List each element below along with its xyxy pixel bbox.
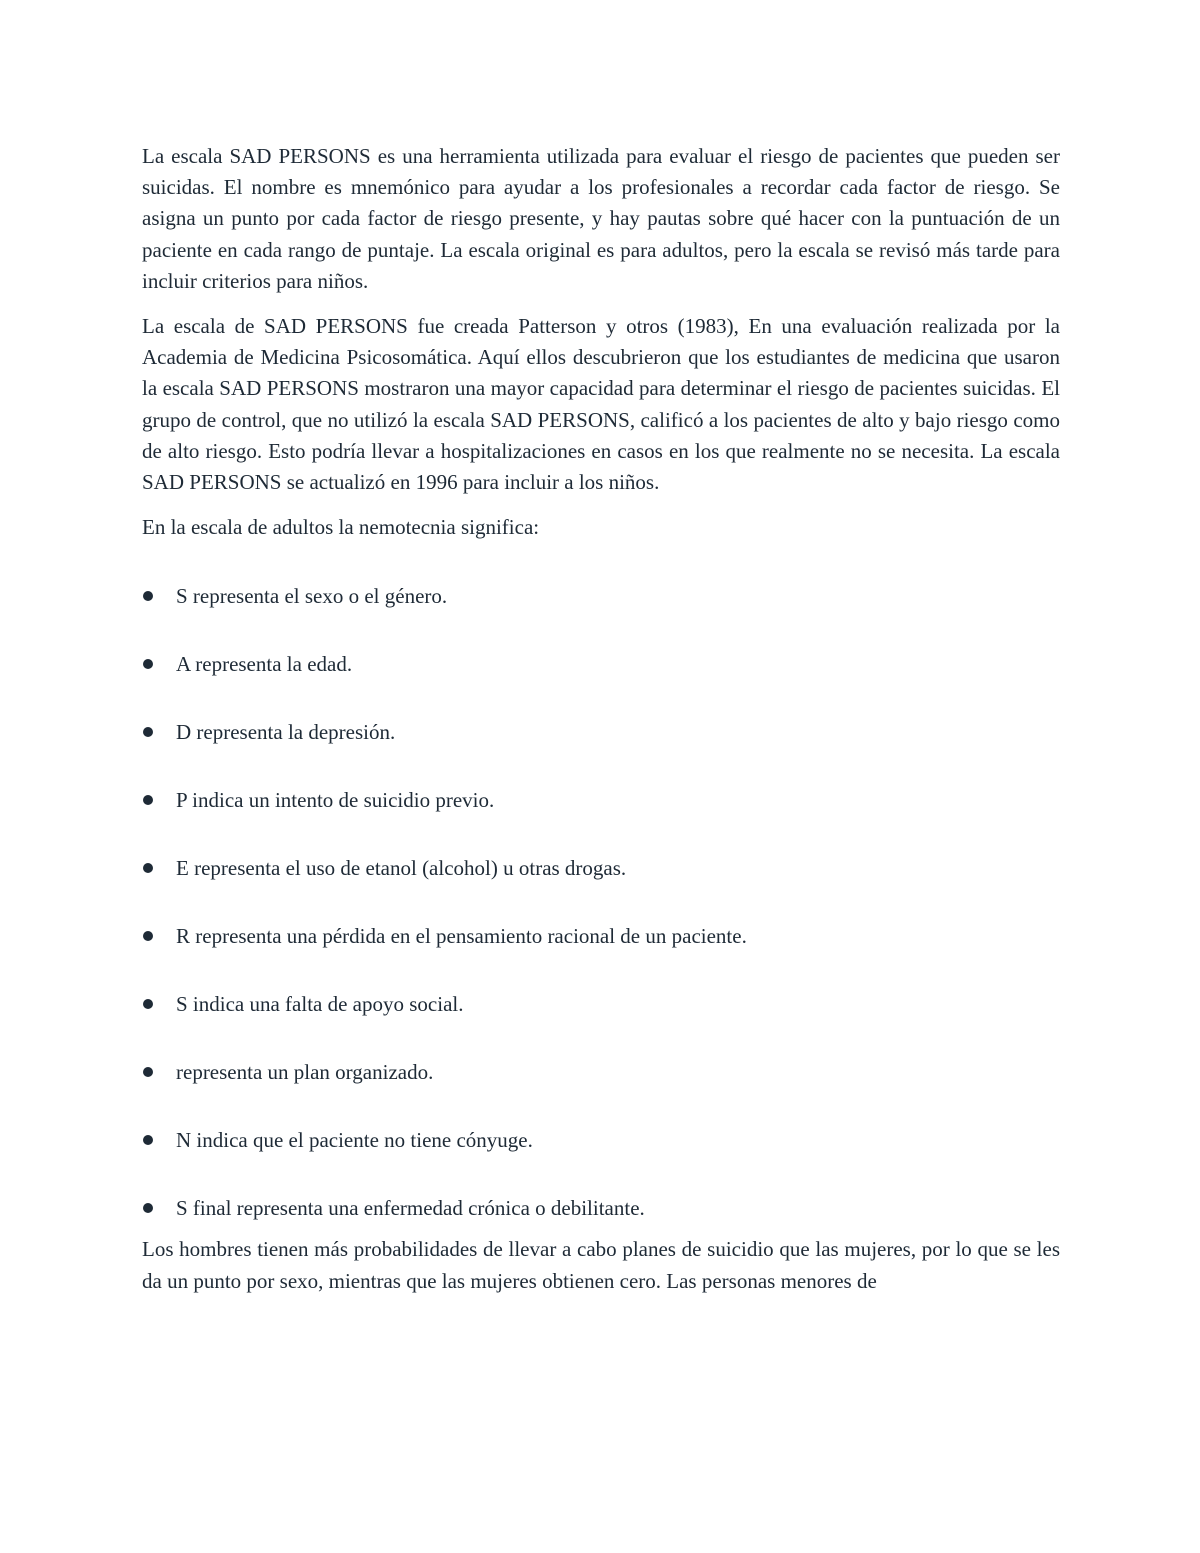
list-item-text: S final representa una enfermedad crónica o debilitante.: [176, 1196, 645, 1221]
list-item: [142, 1125, 1060, 1193]
list-item-text: D representa la depresión.: [176, 720, 396, 745]
list-item: [142, 1193, 1060, 1224]
bullet-icon: [143, 1135, 153, 1145]
bullet-icon: [143, 795, 153, 805]
list-item-text: P indica un intento de suicidio previo.: [176, 788, 495, 813]
paragraph-closing: Los hombres tienen más probabilidades de llevar a cabo planes de suicidio que las mujeres, por lo que se les da un punto por sexo, mientras que las mujeres obtienen cero. Las personas menores de: [142, 1237, 1060, 1293]
list-item-text: E representa el uso de etanol (alcohol) u otras drogas.: [176, 856, 627, 881]
list-item-text: A representa la edad.: [176, 652, 353, 677]
bullet-icon: [143, 591, 153, 601]
list-item: [142, 717, 1060, 785]
bullet-icon: [143, 999, 153, 1009]
bullet-icon: [143, 727, 153, 737]
list-item-text: S representa el sexo o el género.: [176, 584, 448, 609]
paragraph-history: La escala de SAD PERSONS fue creada Patterson y otros (1983), En una evaluación realizada por la Academia de Medicina Psicosomática. Aquí ellos descubrieron que los estudiantes de medicina que usaron la escala SAD PERSONS mostraron una mayor capacidad para determinar el riesgo de pacientes suicidas. El grupo de control, que no utilizó la escala SAD PERSONS, calificó a los pacientes de alto y bajo riesgo como de alto riesgo. Esto podría llevar a hospitalizaciones en casos en los que realmente no se necesita. La escala SAD PERSONS se actualizó en 1996 para incluir a los niños.: [142, 314, 1060, 495]
list-item: [142, 1057, 1060, 1125]
bullet-icon: [143, 931, 153, 941]
list-item-text: R representa una pérdida en el pensamiento racional de un paciente.: [176, 924, 747, 949]
list-item: [142, 921, 1060, 989]
list-item: [142, 649, 1060, 717]
list-item-text: S indica una falta de apoyo social.: [176, 992, 464, 1017]
paragraph-intro: La escala SAD PERSONS es una herramienta utilizada para evaluar el riesgo de pacientes que pueden ser suicidas. El nombre es mnemónico para ayudar a los profesionales a recordar cada factor de riesgo. Se asigna un punto por cada factor de riesgo presente, y hay pautas sobre qué hacer con la puntuación de un paciente en cada rango de puntaje. La escala original es para adultos, pero la escala se revisó más tarde para incluir criterios para niños.: [142, 144, 1060, 293]
list-item-text: N indica que el paciente no tiene cónyuge.: [176, 1128, 533, 1153]
bullet-icon: [143, 1067, 153, 1077]
bullet-icon: [143, 863, 153, 873]
document-body: [142, 141, 1060, 1297]
list-item: [142, 581, 1060, 649]
list-item: [142, 989, 1060, 1057]
paragraph-mnemonic-heading: En la escala de adultos la nemotecnia significa:: [142, 515, 540, 540]
bullet-icon: [143, 1203, 153, 1213]
list-item-text: representa un plan organizado.: [176, 1060, 434, 1085]
bullet-icon: [143, 659, 153, 669]
list-item: [142, 853, 1060, 921]
mnemonic-list: [142, 581, 1060, 1224]
list-item: [142, 785, 1060, 853]
